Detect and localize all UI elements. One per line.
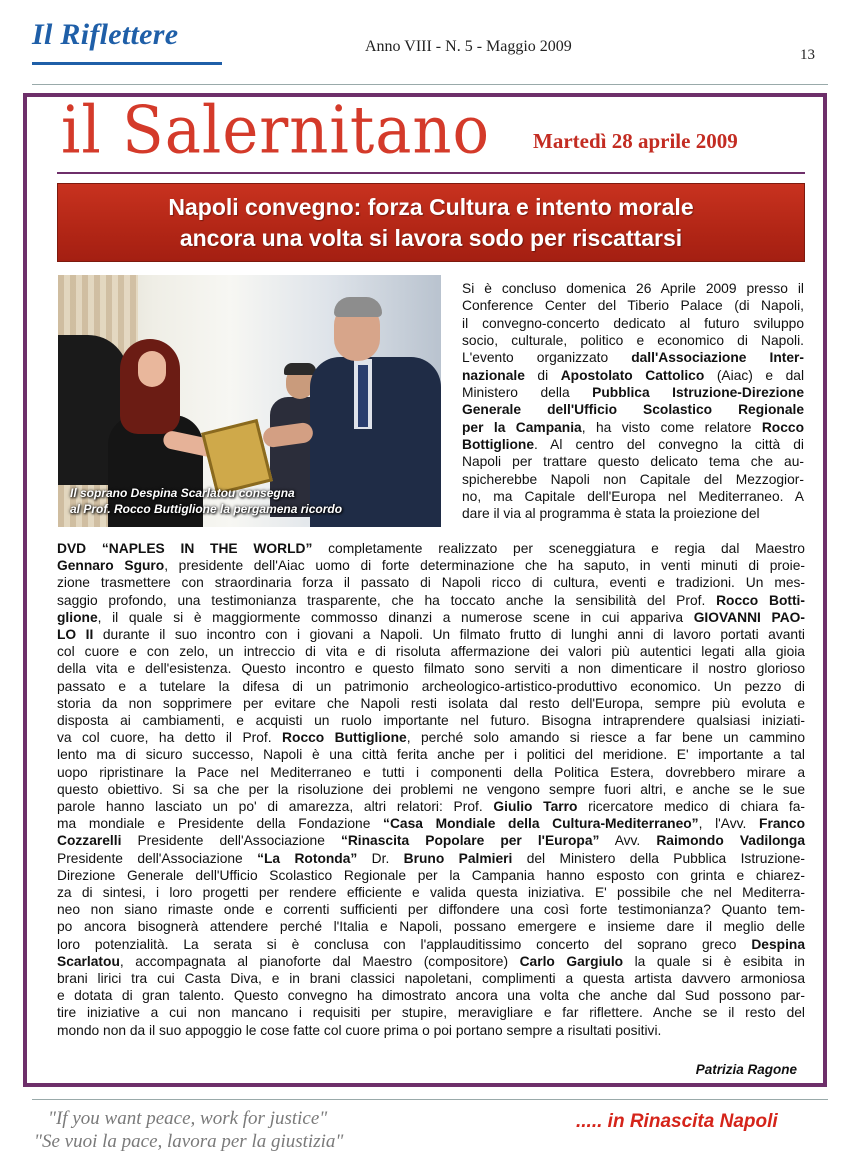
text-line <box>57 695 805 712</box>
text-run: , perché solo amando si riesce a far bene un cammino <box>406 730 806 746</box>
text-run: disposta ai cambiamenti, e acquisti un ruolo importante nel futuro. Bisogna intraprendere qualsiasi iniziati- <box>57 713 805 729</box>
text-run: la quale si è esibita in <box>623 953 805 969</box>
text-line <box>57 781 805 798</box>
text-run: no, ma Capitale dell'Europa nel Mediterraneo. A <box>462 489 804 505</box>
text-line <box>57 626 805 643</box>
text-run: parole hanno lasciato un po' di amarezza, altri relatori: Prof. <box>57 799 494 815</box>
text-run: zione trasmettere con straordinaria forza il passato di Napoli ricco di cultura, eventi e tradizioni. Un mes- <box>57 575 805 591</box>
text-line <box>57 1004 805 1021</box>
bold-text: Cozzarelli <box>57 833 122 849</box>
article-column-text <box>462 280 804 523</box>
quote-english: "If you want peace, work for justice" <box>48 1108 328 1129</box>
article-body-text <box>57 540 805 1039</box>
photo-professor-tie <box>358 365 368 427</box>
text-line <box>57 970 805 987</box>
text-line <box>462 349 804 366</box>
bold-text: Raimondo Vadilonga <box>656 833 805 849</box>
text-run: ma mondiale e Presidente della Fondazione <box>57 816 384 832</box>
bold-text: Apostolato Cattolico <box>560 367 705 383</box>
text-line <box>57 678 805 695</box>
bold-text: “La Rotonda” <box>257 850 358 866</box>
text-run: neo non siano rimaste onde e correnti sufficienti per diffondere una così forte testimonianza? Quanto tem- <box>57 902 805 918</box>
text-line <box>57 815 805 832</box>
text-run: Presidente dell'Associazione <box>57 850 258 866</box>
text-run: Dr. <box>357 850 404 866</box>
text-line <box>462 297 804 314</box>
text-run: (Aiac) e dal <box>704 367 805 383</box>
text-run: Direzione Generale dell'Ufficio Scolastico Regionale per la Campania hanno esposto con grinta e chiarez- <box>57 867 805 883</box>
text-run: completamente realizzato per sceneggiatura e regia dal Maestro <box>312 541 805 556</box>
text-line <box>462 401 804 418</box>
article-photo <box>58 275 441 527</box>
text-run: e dotata di gran talento. Questo convegno ha dimostrato ancora una volta che anche dal Sud possono par- <box>57 988 805 1004</box>
text-line <box>57 850 805 867</box>
bold-text: “Rinascita Popolare per l'Europa” <box>340 833 600 849</box>
text-line <box>57 936 805 953</box>
bold-text: Carlo Gargiulo <box>519 953 624 969</box>
masthead-divider <box>57 172 805 174</box>
text-run: za di sintesi, i loro progetti per rendere efficiente e valida questa iniziativa. E' possibile che nel Mediterra- <box>57 885 805 901</box>
bold-text: LO II <box>57 627 94 643</box>
bold-text: Franco <box>759 816 806 832</box>
text-run: storia da non sopprimere per evitare che Napoli resti isolata dal resto dell'Europa, sempre più evoluta e <box>57 695 805 711</box>
bold-text: GIOVANNI PAO- <box>693 609 805 625</box>
bold-text: Pubblica Istruzione-Direzione <box>592 385 804 401</box>
bold-text: per la Campania <box>462 419 582 435</box>
text-line <box>57 540 805 557</box>
text-line <box>57 901 805 918</box>
text-line <box>57 1022 805 1039</box>
author-signature: Patrizia Ragone <box>695 1062 797 1077</box>
text-line <box>57 574 805 591</box>
text-line <box>57 729 805 746</box>
text-run: socio, culturale, politico e economico di Napoli. <box>462 333 804 349</box>
text-line <box>57 557 805 574</box>
photo-soprano-face <box>138 351 166 387</box>
text-run: questo obiettivo. Si sa che per la risoluzione dei problemi ne vengono sempre fuori altri, e anche se le sue <box>57 781 805 797</box>
text-run: di <box>524 367 561 383</box>
text-run: del Ministero della Pubblica Istruzione- <box>512 850 806 866</box>
headline-line: Napoli convegno: forza Cultura e intento morale <box>168 193 694 220</box>
header-divider <box>32 84 828 85</box>
text-line <box>462 453 804 470</box>
text-line <box>462 471 804 488</box>
newspaper-masthead: il Salernitano <box>61 91 491 169</box>
bold-text: Bruno Palmieri <box>403 850 513 866</box>
text-run: Presidente dell'Associazione <box>121 833 341 849</box>
text-run: po ancora bisognerà attendere perché l'Italia e Napoli, possano emergere e insieme dare il meglio delle <box>57 919 805 935</box>
footer-tagline: ..... in Rinascita Napoli <box>576 1111 778 1132</box>
text-run: durante il suo incontro con i giovani a Napoli. Un filmato frutto di lunghi anni di lavoro portati avanti <box>93 627 805 643</box>
text-line <box>462 436 804 453</box>
text-line <box>462 505 804 522</box>
text-run: passato e a tutelare la difesa di un patrimonio archeologico-artistico-produttivo economico. Un pezzo di <box>57 678 805 694</box>
bold-text: Despina <box>751 936 805 952</box>
caption-line: al Prof. Rocco Buttiglione la pergamena ricordo <box>70 502 343 516</box>
text-run: , l'Avv. <box>698 816 760 832</box>
text-line <box>462 315 804 332</box>
text-run: Avv. <box>599 833 657 849</box>
headline-banner <box>57 183 805 262</box>
bold-text: DVD “NAPLES IN THE WORLD” <box>57 541 313 556</box>
caption-line: Il soprano Despina Scarlatou consegna <box>70 486 295 500</box>
bold-text: Generale dell'Ufficio Scolastico Regionale <box>462 402 804 418</box>
text-run: . Al centro del convegno la città di <box>534 437 804 453</box>
text-line <box>57 660 805 677</box>
text-line <box>462 332 804 349</box>
text-line <box>462 280 804 297</box>
article-date: Martedì 28 aprile 2009 <box>533 129 738 153</box>
text-line <box>462 419 804 436</box>
text-run: , il quale si è maggiormente commosso dinanzi a numerose scene in cui appariva <box>97 609 694 625</box>
text-run: brani lirici tra cui Casta Diva, e in brani classici napoletani, complimenti a questa artista davvero armoniosa <box>57 971 805 987</box>
text-run: Si è concluso domenica 26 Aprile 2009 presso il <box>462 281 804 296</box>
photo-second-man-cap <box>284 363 316 375</box>
bold-text: Rocco Botti- <box>716 592 805 608</box>
bold-text: Gennaro Sguro <box>57 558 165 574</box>
text-line <box>57 746 805 763</box>
text-run: , ha visto come relatore <box>581 419 762 435</box>
photo-professor-hair <box>334 297 382 317</box>
text-line <box>57 884 805 901</box>
text-run: Napoli per trattare questo delicato tema che au- <box>462 454 804 470</box>
text-line <box>57 712 805 729</box>
text-run: loro potenzialità. La serata si è conclusa con l'applauditissimo concerto del soprano greco <box>57 936 752 952</box>
text-line <box>462 367 804 384</box>
bold-text: Rocco <box>761 419 804 435</box>
text-line <box>57 953 805 970</box>
logo-underline <box>32 62 222 65</box>
issue-info: Anno VIII - N. 5 - Maggio 2009 <box>365 38 572 55</box>
bold-text: Giulio Tarro <box>493 799 578 815</box>
footer-divider <box>32 1099 828 1100</box>
text-line <box>57 918 805 935</box>
bold-text: nazionale <box>462 367 525 383</box>
logo-text: Il Riflettere <box>32 18 179 51</box>
text-run: va col cuore, ha detto il Prof. <box>57 730 283 746</box>
text-line <box>57 592 805 609</box>
bold-text: “Casa Mondiale della Cultura-Mediterraneo” <box>383 816 699 832</box>
text-run: Conference Center del Tiberio Palace (di Napoli, <box>462 298 804 314</box>
bold-text: dall'Associazione Inter- <box>631 350 804 366</box>
text-line <box>57 832 805 849</box>
text-line <box>57 987 805 1004</box>
text-line <box>57 764 805 781</box>
text-line <box>57 609 805 626</box>
text-line <box>462 488 804 505</box>
page-number: 13 <box>800 47 815 63</box>
text-run: saggio profondo, una testimonianza trasparente, che ha toccato anche la sensibilità del Prof. <box>57 592 717 608</box>
article-frame <box>23 93 827 1087</box>
text-line <box>57 798 805 815</box>
text-run: tire iniziative a cui non mancano i requisiti per stupire, meravigliare e far riflettere. Anche se il resto del <box>57 1005 805 1021</box>
text-run: col cuore e con zelo, un intreccio di vita e di risoluta affermazione dei valori più autentici legati alla gioia <box>57 644 805 660</box>
headline-line: ancora una volta si lavora sodo per riscattarsi <box>179 224 683 251</box>
text-line <box>462 384 804 401</box>
text-line <box>57 643 805 660</box>
magazine-logo <box>32 16 227 68</box>
bold-text: Rocco Buttiglione <box>282 730 407 746</box>
text-line <box>57 867 805 884</box>
text-run: dare il via al programma è stata la proiezione del <box>462 506 760 522</box>
bold-text: Bottiglione <box>462 437 535 453</box>
text-run: ricercatore medico di chiara fa- <box>577 799 805 815</box>
bold-text: Scarlatou <box>57 953 120 969</box>
text-run: mondo non da il suo appoggio le cose fatte col cuore prima o poi portano sempre a risultati positivi. <box>57 1022 662 1038</box>
text-run: il convegno-concerto dedicato al futuro sviluppo <box>462 315 804 331</box>
quote-italian: "Se vuoi la pace, lavora per la giustizia" <box>34 1131 344 1152</box>
text-run: L'evento organizzato <box>462 350 632 366</box>
text-run: della vita e dell'esistenza. Questo incontro e questo filmato sono serviti a non dimenticare il nostro glorioso <box>57 661 805 677</box>
text-run: lento ma di sicuro successo, Napoli è una città ferita anche per i politici del meridione. E' importante a tal <box>57 747 805 763</box>
text-run: , accompagnata al pianoforte dal Maestro (compositore) <box>119 953 520 969</box>
bold-text: glione <box>57 609 98 625</box>
photo-caption <box>70 485 342 517</box>
text-run: , presidente dell'Aiac uomo di forte determinazione che ha saputo, in venti minuti di proie- <box>164 558 805 574</box>
text-run: uopo ripristinare la Pace nel Mediterraneo e tutti i componenti della Politica Estera, dovrebbero mirare a <box>57 764 805 780</box>
text-run: Ministero della <box>462 385 593 401</box>
text-run: spicherebbe Napoli non Capitale del Mezzogior- <box>462 471 804 487</box>
